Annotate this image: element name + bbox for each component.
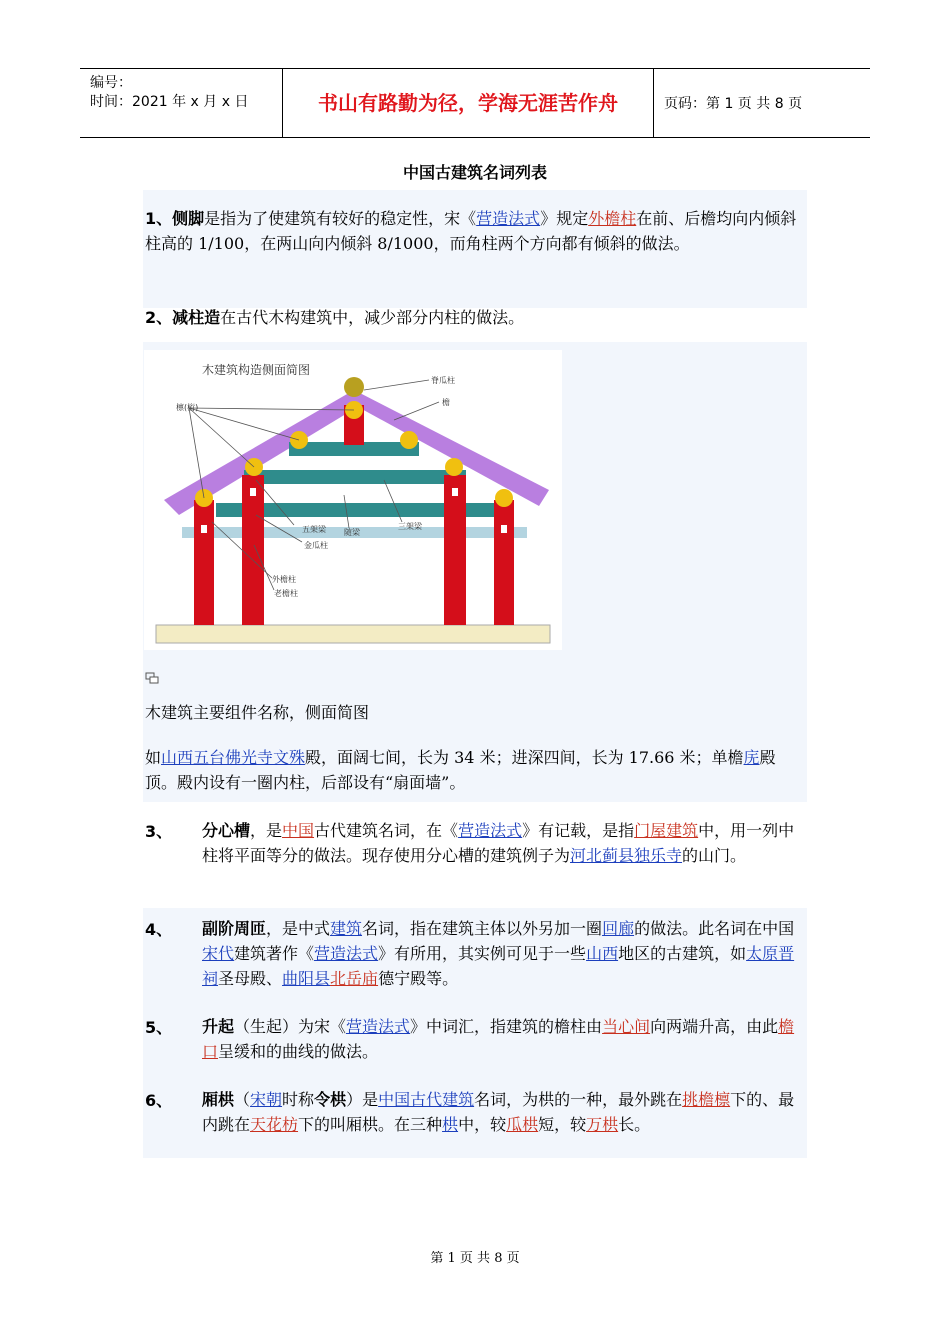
inner-column-left: [242, 475, 264, 625]
ridge-purlin: [344, 377, 364, 397]
header-table: [80, 68, 870, 138]
item-5-num: 5、: [145, 1018, 173, 1037]
link-jinci[interactable]: 太原晋祠: [202, 944, 795, 988]
item-2-num: 2、: [145, 308, 173, 327]
link-jianzhu[interactable]: 建筑: [330, 919, 363, 938]
item-4: 副阶周匝，是中式建筑名词，指在建筑主体以外另加一圈回廊的做法。此名词在中国宋代建筑著作《营造法式》有所用，其实例可见于一些山西地区的古建筑，如太原晋祠圣母殿、曲阳县北岳庙德宁殿等。: [202, 919, 795, 988]
label-three-beam: 三架梁: [398, 522, 422, 531]
link-huilang[interactable]: 回廊: [602, 919, 635, 938]
link-yingzao-fashi-2[interactable]: 营造法式: [458, 821, 523, 840]
link-dangxinjian[interactable]: 当心间: [602, 1017, 651, 1036]
link-wan-gong[interactable]: 万栱: [586, 1115, 619, 1134]
link-song-chao[interactable]: 宋朝: [250, 1090, 283, 1109]
link-gua-gong[interactable]: 瓜栱: [506, 1115, 539, 1134]
item-3-term: 分心槽: [202, 821, 251, 840]
label-jin-post: 金瓜柱: [304, 541, 328, 550]
item-1-num: 1、: [145, 209, 173, 228]
page-info: 页码：第 1 页 共 8 页: [664, 96, 803, 112]
item-6-term: 厢栱: [202, 1090, 235, 1109]
item-6-term2: 令栱: [314, 1090, 347, 1109]
motto: 书山有路勤为径，学海无涯苦作舟: [283, 69, 654, 137]
column-mark: [501, 525, 507, 533]
link-wu[interactable]: 庑: [743, 748, 760, 767]
wood-structure-diagram: [144, 350, 562, 650]
figure-caption: 木建筑主要组件名称，侧面简图: [145, 703, 370, 722]
item-3-num: 3、: [145, 822, 173, 841]
item-2-term: 减柱造: [172, 308, 221, 327]
outer-column-left: [194, 500, 214, 625]
item-1: 1、侧脚是指为了使建筑有较好的稳定性，宋《营造法式》规定外檐柱在前、后檐均向内倾斜柱高的 1/100，在两山向内倾斜 8/1000，而角柱两个方向都有倾斜的做法。: [145, 209, 797, 253]
item-1-term: 侧脚: [172, 209, 205, 228]
purlin-low-right: [495, 489, 513, 507]
label-ridge-post: 脊瓜柱: [431, 376, 455, 385]
column-mark: [201, 525, 207, 533]
diagram-title: 木建筑构造侧面简图: [202, 363, 311, 377]
item-5: 升起（生起）为宋《营造法式》中词汇，指建筑的檐柱由当心间向两端升高，由此檐口呈缓和的曲线的做法。: [202, 1017, 795, 1061]
image-placeholder-icon: [145, 672, 159, 684]
page-footer: 第 1 页 共 8 页: [430, 1251, 520, 1266]
link-yingzao-fashi-3[interactable]: 营造法式: [314, 944, 379, 963]
link-foguang-temple[interactable]: 山西五台佛光寺文殊: [161, 748, 306, 767]
link-tiaoyan-lin[interactable]: 挑檐檩: [682, 1090, 731, 1109]
purlin-upper-right: [400, 431, 418, 449]
link-china[interactable]: 中国: [282, 821, 315, 840]
item-4-term: 副阶周匝: [202, 919, 267, 938]
link-dule-temple[interactable]: 河北蓟县独乐寺: [570, 846, 683, 865]
link-waiyan-zhu[interactable]: 外檐柱: [588, 209, 637, 228]
document-title: 中国古建筑名词列表: [402, 163, 547, 182]
link-menwu-jianzhu[interactable]: 门屋建筑: [634, 821, 699, 840]
purlin-mid-right: [445, 458, 463, 476]
link-beiyue-temple[interactable]: 北岳庙: [330, 969, 379, 988]
serial-label: 编号：: [90, 75, 132, 91]
diagram-svg: [144, 350, 562, 650]
link-yankou[interactable]: 檐口: [202, 1017, 795, 1061]
outer-column-right: [494, 500, 514, 625]
link-chinese-architecture[interactable]: 中国古代建筑: [378, 1090, 475, 1109]
example-paragraph: 如山西五台佛光寺文殊殿，面阔七间，长为 34 米；进深四间，长为 17.66 米；单檐庑殿顶。殿内设有一圈内柱，后部设有“扇面墙”。: [145, 748, 776, 792]
time-label: 时间：2021 年 x 月 x 日: [90, 94, 249, 110]
link-yingzao-fashi[interactable]: 营造法式: [476, 209, 541, 228]
link-tianhua-fang[interactable]: 天花枋: [250, 1115, 299, 1134]
item-3: 分心槽，是中国古代建筑名词，在《营造法式》有记载，是指门屋建筑中，用一列中柱将平面等分的做法。现存使用分心槽的建筑例子为河北蓟县独乐寺的山门。: [202, 821, 795, 865]
link-gong[interactable]: 栱: [442, 1115, 459, 1134]
label-eave: 檐: [442, 398, 450, 407]
column-mark: [250, 488, 256, 496]
ground-base: [156, 625, 550, 643]
link-song-dynasty[interactable]: 宋代: [202, 944, 235, 963]
link-shanxi[interactable]: 山西: [586, 944, 619, 963]
column-mark: [452, 488, 458, 496]
label-outer-col: 外檐柱: [272, 575, 296, 584]
link-quyang[interactable]: 曲阳县: [282, 969, 331, 988]
item-6-num: 6、: [145, 1091, 173, 1110]
wide-beam: [244, 470, 466, 484]
label-purlin: 檩(桁): [176, 403, 199, 412]
inner-column-right: [444, 475, 466, 625]
item-2: 2、减柱造在古代木构建筑中，减少部分内柱的做法。: [145, 308, 525, 327]
item-4-num: 4、: [145, 920, 173, 939]
item-6: 厢栱（宋朝时称令栱）是中国古代建筑名词，为栱的一种，最外跳在挑檐檩下的、最内跳在天花枋下的叫厢栱。在三种栱中，较瓜栱短，较万栱长。: [202, 1090, 795, 1134]
item-5-term: 升起: [202, 1017, 235, 1036]
label-old-col: 老檐柱: [274, 589, 298, 598]
label-five-beam: 五架梁: [302, 525, 326, 534]
link-yingzao-fashi-4[interactable]: 营造法式: [346, 1017, 411, 1036]
header-left-cell: [80, 69, 283, 137]
label-sui-beam: 随梁: [344, 528, 360, 537]
